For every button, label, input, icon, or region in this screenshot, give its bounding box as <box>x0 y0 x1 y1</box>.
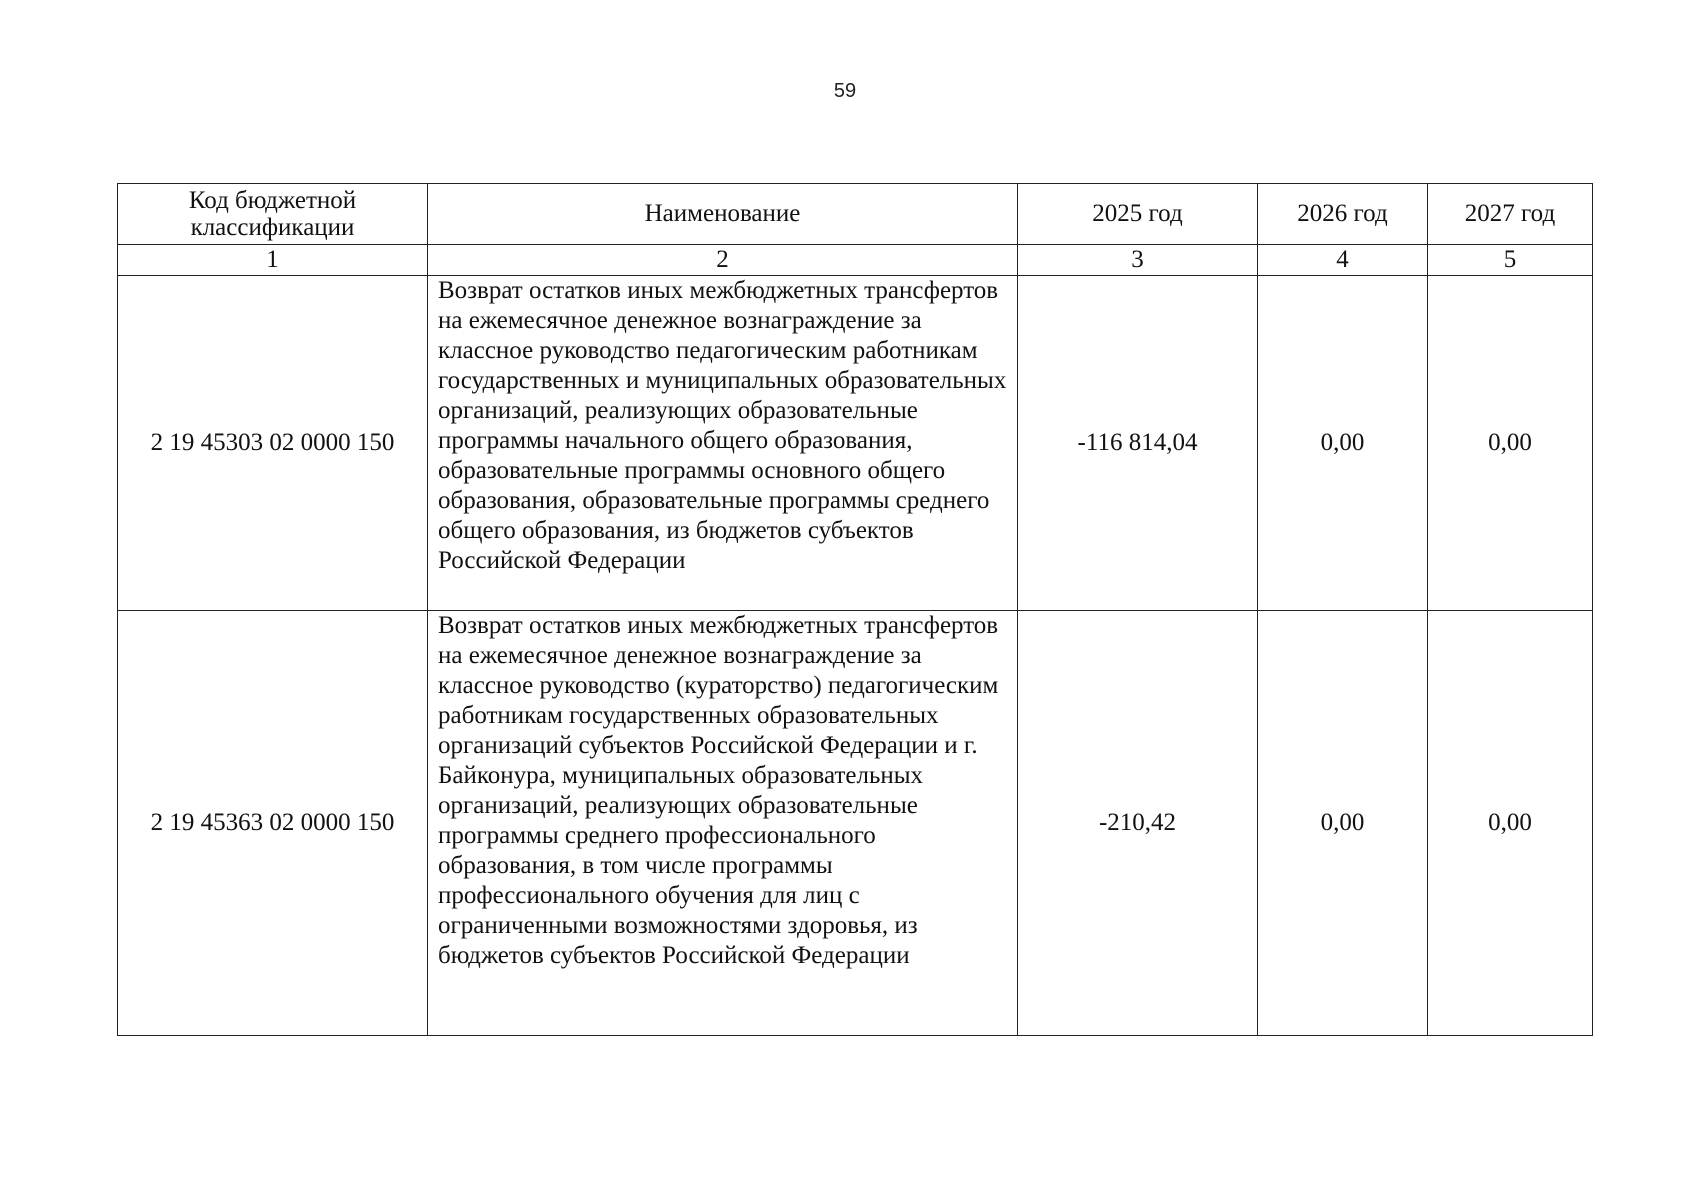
header-2027: 2027 год <box>1428 184 1593 245</box>
column-number: 4 <box>1258 245 1428 276</box>
header-code: Код бюджетной классификации <box>118 184 428 245</box>
budget-code: 2 19 45363 02 0000 150 <box>118 611 428 1036</box>
value-2025: -116 814,04 <box>1018 276 1258 611</box>
value-2027: 0,00 <box>1428 611 1593 1036</box>
header-row <box>118 184 1593 245</box>
value-2025: -210,42 <box>1018 611 1258 1036</box>
value-2027: 0,00 <box>1428 276 1593 611</box>
item-name <box>428 276 1018 611</box>
value-2026: 0,00 <box>1258 276 1428 611</box>
column-number: 2 <box>428 245 1018 276</box>
item-name <box>428 611 1018 1036</box>
item-name-text: Возврат остатков иных межбюджетных трансфертов на ежемесячное денежное вознаграждение за классное руководство педагогическим работникам государственных и муниципальных образовательных организаций, реализующих образовательные программы начального общего образования, образовательные программы основного общего образования, образовательные программы среднего общего образования, из бюджетов субъектов Российской Федерации <box>438 277 1007 574</box>
budget-code: 2 19 45303 02 0000 150 <box>118 276 428 611</box>
value-2026: 0,00 <box>1258 611 1428 1036</box>
column-number: 5 <box>1428 245 1593 276</box>
item-name-text: Возврат остатков иных межбюджетных трансфертов на ежемесячное денежное вознаграждение за классное руководство (кураторство) педагогическим работникам государственных образовательных организаций субъектов Российской Федерации и г. Байконура, муниципальных образовательных организаций, реализующих образовательные программы среднего профессионального образования, в том числе программы профессионального обучения для лиц с ограниченными возможностями здоровья, из бюджетов субъектов Российской Федерации <box>438 612 999 969</box>
header-name: Наименование <box>428 184 1018 245</box>
header-2025: 2025 год <box>1018 184 1258 245</box>
budget-table <box>117 183 1593 1036</box>
table-row <box>118 611 1593 1036</box>
table-row <box>118 276 1593 611</box>
column-number-row <box>118 245 1593 276</box>
column-number: 3 <box>1018 245 1258 276</box>
page-number: 59 <box>833 80 857 102</box>
header-2026: 2026 год <box>1258 184 1428 245</box>
column-number: 1 <box>118 245 428 276</box>
